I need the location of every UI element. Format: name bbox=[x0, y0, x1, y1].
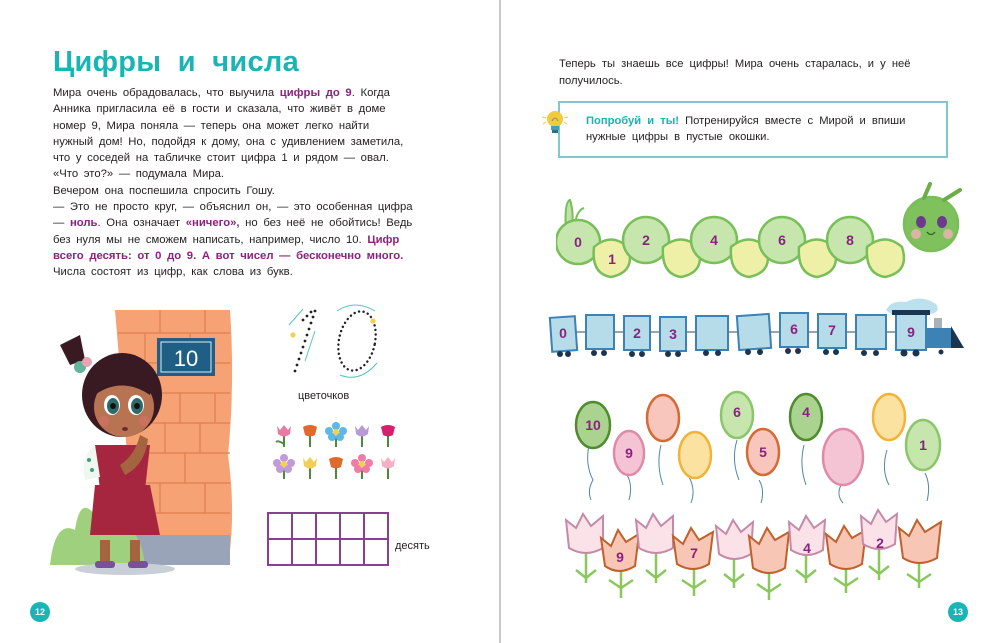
rose-orange-icon bbox=[324, 454, 348, 480]
ten-label: десять bbox=[395, 540, 430, 552]
balloon-number: 10 bbox=[585, 417, 601, 433]
balloon-number: 6 bbox=[733, 404, 741, 420]
train-number-sequence bbox=[546, 292, 966, 362]
tulip-number: 9 bbox=[616, 549, 624, 565]
train-car-number: 0 bbox=[559, 325, 567, 341]
balloon-number: 4 bbox=[802, 404, 810, 420]
tulips-number-sequence bbox=[561, 508, 961, 603]
tip-highlight: Попробуй и ты! bbox=[586, 115, 680, 127]
house-sign-number: 10 bbox=[173, 346, 199, 371]
story-text-run: Мира очень обрадовалась, что выучила bbox=[53, 87, 280, 99]
intro-text: Теперь ты знаешь все цифры! Мира очень старалась, и у неё получилось. bbox=[559, 58, 911, 87]
page-number-right: 13 bbox=[948, 602, 968, 622]
train-car-number: 9 bbox=[907, 324, 915, 340]
ten-frame-cell bbox=[316, 539, 340, 565]
story-text-run: . Она означает bbox=[97, 217, 186, 230]
caterpillar-segment-number: 2 bbox=[642, 232, 650, 248]
ten-frame-cell bbox=[268, 513, 292, 539]
lightbulb-icon bbox=[541, 107, 569, 135]
caterpillar-number-sequence bbox=[556, 182, 976, 292]
caterpillar-segment-number: 0 bbox=[574, 234, 582, 250]
ten-frame-cell bbox=[292, 513, 316, 539]
ten-frame-cell bbox=[292, 539, 316, 565]
highlight-nothing: «ничего», bbox=[185, 217, 240, 230]
story-text bbox=[53, 85, 413, 281]
tip-body: Потренируйся вместе с Мирой и впиши нужные цифры в пустые окошки. bbox=[586, 115, 906, 143]
tip-text bbox=[586, 113, 941, 145]
ten-frame-cell bbox=[340, 539, 364, 565]
caterpillar-segment-number: 1 bbox=[608, 251, 616, 267]
ten-frame-cell bbox=[268, 539, 292, 565]
ten-frame-grid bbox=[267, 512, 389, 566]
ten-frame-cell bbox=[364, 513, 388, 539]
caterpillar-segment-number: 4 bbox=[710, 232, 718, 248]
highlight-ten-digits: Цифр всего десять: от 0 до 9. А вот чисел — бесконечно много. bbox=[53, 233, 404, 262]
balloon-number: 5 bbox=[759, 444, 767, 460]
balloon-number: 9 bbox=[625, 445, 633, 461]
rose-orange-icon bbox=[298, 422, 322, 448]
ten-frame-cell bbox=[316, 513, 340, 539]
story-text-run: Числа состоят из цифр, как слова из букв. bbox=[53, 266, 293, 279]
tulip-yellow-icon bbox=[298, 454, 322, 480]
rose-magenta-icon bbox=[376, 422, 400, 448]
story-paragraph-4 bbox=[53, 199, 413, 280]
story-text-run: — Это не просто круг, — объяснил он, — это особенная цифра — bbox=[53, 201, 413, 230]
page-title: Цифры и числа bbox=[53, 46, 300, 78]
right-page bbox=[501, 0, 1000, 643]
tracing-number-10 bbox=[285, 303, 395, 383]
tulip-purple-icon bbox=[350, 422, 374, 448]
tulip-pink-icon bbox=[272, 422, 296, 448]
ten-frame-cell bbox=[364, 539, 388, 565]
daisy-purple-icon bbox=[272, 454, 296, 480]
daisy-pink-icon bbox=[350, 454, 374, 480]
train-car-number: 3 bbox=[669, 326, 677, 342]
tulip-lightpink-icon bbox=[376, 454, 400, 480]
train-car-number: 6 bbox=[790, 321, 798, 337]
caterpillar-segment-number: 8 bbox=[846, 232, 854, 248]
tulip-number: 4 bbox=[803, 540, 811, 556]
story-paragraph-1 bbox=[53, 85, 413, 166]
balloon-number: 1 bbox=[919, 437, 927, 453]
tulip-number: 7 bbox=[690, 545, 698, 561]
flowers-grid bbox=[272, 422, 402, 480]
girl-brick-wall-illustration bbox=[40, 305, 255, 585]
daisy-blue-icon bbox=[324, 422, 348, 448]
highlight-digits-to-9: цифры до 9 bbox=[279, 87, 352, 99]
story-paragraph-2: «Что это?» — подумала Мира. bbox=[53, 168, 225, 181]
tulip-number: 2 bbox=[876, 535, 884, 551]
balloons-number-sequence bbox=[571, 385, 971, 505]
train-car-number: 7 bbox=[828, 322, 836, 338]
story-paragraph-3: Вечером она поспешила спросить Гошу. bbox=[53, 184, 275, 197]
highlight-zero: ноль bbox=[69, 217, 98, 230]
page-number-left: 12 bbox=[30, 602, 50, 622]
story-text-run: . Когда Анника пригласила её в гости и сказала, что живёт в доме номер 9, Мира поняла — теперь она может легко найти нужный дом! Но, подойдя к дому, она с удивлением заметила, что у соседей на табличке стоит цифра 1 и рядом — овал. bbox=[53, 87, 404, 165]
flowers-label: цветочков bbox=[298, 390, 350, 402]
ten-frame-cell bbox=[340, 513, 364, 539]
left-page bbox=[0, 0, 499, 643]
caterpillar-segment-number: 6 bbox=[778, 232, 786, 248]
train-car-number: 2 bbox=[633, 325, 641, 341]
story-text-run: но без неё не обойтись! Ведь без нуля мы не сможем написать, например, число 10. bbox=[53, 217, 413, 246]
